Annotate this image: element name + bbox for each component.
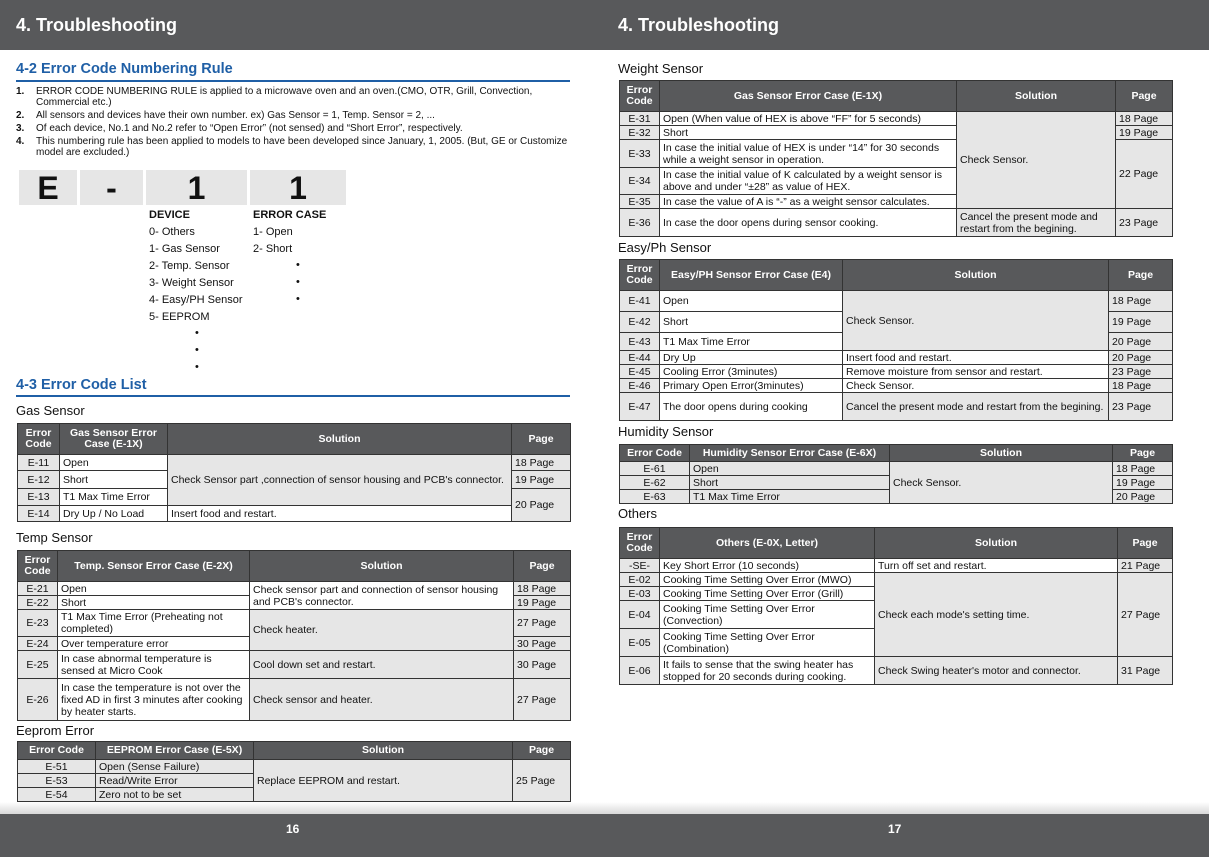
table-row: E-46 Primary Open Error(3minutes) Check Sensor. 18 Page bbox=[620, 379, 1173, 393]
device-legend: DEVICE 0- Others 1- Gas Sensor 2- Temp. Sensor 3- Weight Sensor 4- Easy/PH Sensor 5- EEPROM bbox=[149, 209, 243, 323]
merged-page: 22 Page bbox=[1116, 140, 1173, 209]
column-header: Page bbox=[512, 424, 571, 455]
code-box-dash: - bbox=[80, 170, 143, 205]
column-header: Page bbox=[514, 551, 571, 582]
merged-solution: Check each mode's setting time. bbox=[875, 573, 1118, 657]
column-header: Solution bbox=[957, 81, 1116, 112]
code-box-case: 1 bbox=[250, 170, 346, 205]
table-row: E-34 In case the initial value of K calculated by a weight sensor is above and under “±28” as value of HEX. bbox=[620, 168, 1173, 195]
ellipsis-dot: • bbox=[195, 327, 199, 339]
table-row: -SE- Key Short Error (10 seconds) Turn off set and restart. 21 Page bbox=[620, 559, 1173, 573]
error-case-legend: ERROR CASE 1- Open 2- Short bbox=[253, 209, 327, 255]
table-row: E-45 Cooling Error (3minutes) Remove moisture from sensor and restart. 23 Page bbox=[620, 365, 1173, 379]
others-table bbox=[619, 527, 1173, 685]
column-header: Error Code bbox=[18, 424, 60, 455]
heading-divider bbox=[16, 395, 570, 397]
others-title: Others bbox=[618, 506, 658, 521]
footer-shadow bbox=[0, 802, 1209, 814]
column-header: Page bbox=[1118, 528, 1173, 559]
column-header: Page bbox=[1113, 445, 1173, 462]
column-header: Solution bbox=[875, 528, 1118, 559]
table-row: E-26 In case the temperature is not over the fixed AD in first 3 minutes after cooking by heater starts. Check sensor and heater. 27 Page bbox=[18, 679, 571, 721]
column-header: Error Code bbox=[620, 528, 660, 559]
column-header: Error Code bbox=[620, 260, 660, 291]
merged-solution: Check sensor part and connection of sensor housing and PCB's connector. bbox=[250, 582, 514, 610]
ellipsis-dot: • bbox=[195, 344, 199, 356]
weight-sensor-table bbox=[619, 80, 1173, 237]
heading-divider bbox=[16, 80, 570, 82]
ellipsis-dot: • bbox=[296, 276, 300, 288]
merged-solution: Check Sensor. bbox=[957, 112, 1116, 209]
column-header: Error Code bbox=[620, 445, 690, 462]
temp-sensor-title: Temp Sensor bbox=[16, 530, 93, 545]
humidity-sensor-table bbox=[619, 444, 1173, 504]
table-row: E-47 The door opens during cooking Cancel the present mode and restart from the begining. 23 Page bbox=[620, 393, 1173, 421]
right-page-number: 17 bbox=[888, 822, 902, 836]
rule-item: 1. ERROR CODE NUMBERING RULE is applied to a microwave oven and an oven.(CMO, OTR, Grill, Convection, Commercial etc.) bbox=[16, 86, 533, 108]
merged-solution: Check heater. bbox=[250, 610, 514, 651]
table-row: E-22 Short 19 Page bbox=[18, 596, 571, 610]
column-header: Solution bbox=[250, 551, 514, 582]
code-box-device: 1 bbox=[146, 170, 247, 205]
merged-page: 25 Page bbox=[513, 760, 571, 802]
rule-item: 2. All sensors and devices have their own number. ex) Gas Sensor = 1, Temp. Sensor = 2, ... bbox=[16, 110, 435, 121]
rule-item: 4. This numbering rule has been applied to models to have been developed since January, 1, 2005. (But, GE or Customize model are excluded.) bbox=[16, 136, 568, 158]
table-row: E-53 Read/Write Error bbox=[18, 774, 571, 788]
column-header: Gas Sensor Error Case (E-1X) bbox=[660, 81, 957, 112]
column-header: Error Code bbox=[620, 81, 660, 112]
table-row: E-62 Short 19 Page bbox=[620, 476, 1173, 490]
column-header: Page bbox=[1116, 81, 1173, 112]
error-code-list-heading: 4-3 Error Code List bbox=[16, 377, 147, 393]
gas-sensor-title: Gas Sensor bbox=[16, 403, 85, 418]
table-row: E-54 Zero not to be set bbox=[18, 788, 571, 802]
page-footer bbox=[0, 814, 1209, 857]
easy-ph-sensor-title: Easy/Ph Sensor bbox=[618, 240, 712, 255]
merged-solution: Check Sensor part ,connection of sensor housing and PCB's connector. bbox=[168, 455, 512, 506]
humidity-sensor-title: Humidity Sensor bbox=[618, 424, 714, 439]
ellipsis-dot: • bbox=[296, 293, 300, 305]
table-row: E-44 Dry Up Insert food and restart. 20 Page bbox=[620, 351, 1173, 365]
column-header: Solution bbox=[254, 742, 513, 760]
numbering-rule-heading: 4-2 Error Code Numbering Rule bbox=[16, 61, 233, 77]
table-row: E-25 In case abnormal temperature is sensed at Micro Cook Cool down set and restart. 30 Page bbox=[18, 651, 571, 679]
column-header: Gas Sensor Error Case (E-1X) bbox=[60, 424, 168, 455]
table-row: E-23 T1 Max Time Error (Preheating not completed) Check heater. 27 Page bbox=[18, 610, 571, 637]
table-row: E-11 Open Check Sensor part ,connection of sensor housing and PCB's connector. 18 Page bbox=[18, 455, 571, 471]
column-header: Page bbox=[513, 742, 571, 760]
gas-sensor-table bbox=[17, 423, 571, 522]
merged-page: 20 Page bbox=[512, 489, 571, 522]
table-row: E-32 Short 19 Page bbox=[620, 126, 1173, 140]
rule-item: 3. Of each device, No.1 and No.2 refer to “Open Error” (not sensed) and “Short Error”, respectively. bbox=[16, 123, 463, 134]
table-row: E-12 Short 19 Page bbox=[18, 471, 571, 489]
table-row: E-33 In case the initial value of HEX is under “14” for 30 seconds while a weight sensor in operation. 22 Page bbox=[620, 140, 1173, 168]
column-header: Error Code bbox=[18, 551, 58, 582]
table-row: E-51 Open (Sense Failure) Replace EEPROM and restart. 25 Page bbox=[18, 760, 571, 774]
merged-solution: Check Sensor. bbox=[843, 291, 1109, 351]
table-row: E-31 Open (When value of HEX is above “FF” for 5 seconds) Check Sensor. 18 Page bbox=[620, 112, 1173, 126]
column-header: Solution bbox=[168, 424, 512, 455]
table-row: E-42 Short 19 Page bbox=[620, 312, 1173, 333]
column-header: Easy/PH Sensor Error Case (E4) bbox=[660, 260, 843, 291]
eeprom-table bbox=[17, 741, 571, 802]
table-row: E-35 In case the value of A is “-” as a weight sensor calculates. bbox=[620, 195, 1173, 209]
column-header: Error Code bbox=[18, 742, 96, 760]
ellipsis-dot: • bbox=[195, 361, 199, 373]
left-page-number: 16 bbox=[286, 822, 300, 836]
table-row: E-02 Cooking Time Setting Over Error (MWO) Check each mode's setting time. 27 Page bbox=[620, 573, 1173, 587]
table-row: E-14 Dry Up / No Load Insert food and restart. bbox=[18, 506, 571, 522]
column-header: Solution bbox=[843, 260, 1109, 291]
table-row: E-63 T1 Max Time Error 20 Page bbox=[620, 490, 1173, 504]
column-header: Others (E-0X, Letter) bbox=[660, 528, 875, 559]
table-row: E-03 Cooking Time Setting Over Error (Grill) bbox=[620, 587, 1173, 601]
table-row: E-06 It fails to sense that the swing heater has stopped for 20 seconds during cooking. Check Swing heater's motor and connector. 31 Page bbox=[620, 657, 1173, 685]
eeprom-title: Eeprom Error bbox=[16, 723, 95, 738]
table-row: E-21 Open Check sensor part and connection of sensor housing and PCB's connector. 18 Page bbox=[18, 582, 571, 596]
table-row: E-04 Cooking Time Setting Over Error (Convection) bbox=[620, 601, 1173, 629]
merged-solution: Replace EEPROM and restart. bbox=[254, 760, 513, 802]
page-header bbox=[0, 0, 1209, 50]
table-row: E-41 Open Check Sensor. 18 Page bbox=[620, 291, 1173, 312]
easy-ph-sensor-table bbox=[619, 259, 1173, 421]
table-row: E-24 Over temperature error 30 Page bbox=[18, 637, 571, 651]
left-page-title: 4. Troubleshooting bbox=[16, 15, 177, 35]
table-row: E-05 Cooking Time Setting Over Error (Combination) bbox=[620, 629, 1173, 657]
code-box-letter: E bbox=[19, 170, 77, 205]
ellipsis-dot: • bbox=[296, 259, 300, 271]
column-header: Humidity Sensor Error Case (E-6X) bbox=[690, 445, 890, 462]
column-header: Temp. Sensor Error Case (E-2X) bbox=[58, 551, 250, 582]
column-header: EEPROM Error Case (E-5X) bbox=[96, 742, 254, 760]
merged-solution: Check Sensor. bbox=[890, 462, 1113, 504]
weight-sensor-title: Weight Sensor bbox=[618, 61, 704, 76]
right-page-title: 4. Troubleshooting bbox=[618, 15, 779, 35]
numbering-rules-list bbox=[16, 86, 570, 160]
column-header: Page bbox=[1109, 260, 1173, 291]
table-row: E-43 T1 Max Time Error 20 Page bbox=[620, 333, 1173, 351]
merged-page: 27 Page bbox=[1118, 573, 1173, 657]
column-header: Solution bbox=[890, 445, 1113, 462]
temp-sensor-table bbox=[17, 550, 571, 721]
table-row: E-13 T1 Max Time Error 20 Page bbox=[18, 489, 571, 506]
table-row: E-61 Open Check Sensor. 18 Page bbox=[620, 462, 1173, 476]
table-row: E-36 In case the door opens during sensor cooking. Cancel the present mode and restart from the begining. 23 Page bbox=[620, 209, 1173, 237]
